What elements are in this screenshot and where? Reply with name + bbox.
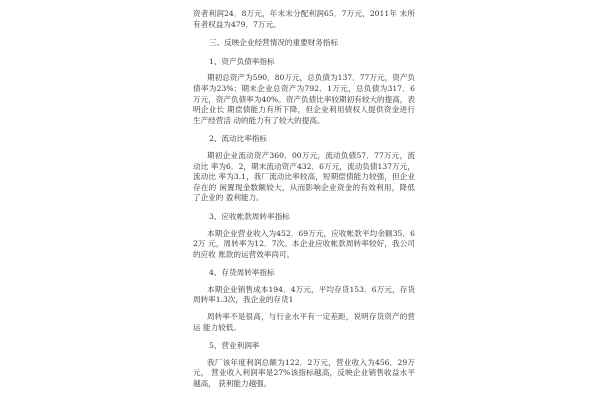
paragraph-current-ratio: 期初企业流动资产360．00万元，流动负债57．77万元，流动比 率为6．2，期末流动资产432．6万元，流动负债137万元，流动比 率为3.1，我厂流动比率较高，短期偿债能力较强，但企业存在的 闲置现金数额较大，从而影响企业资金的有效利用，降低了企业的 盈利能力。 xyxy=(193,150,415,203)
paragraph-inventory: 本期企业销售成本194．4万元，平均存货153．6万元，存货周转率1.3次，我企业的存货1 xyxy=(193,284,415,305)
paragraph-operating-margin: 我厂该年度利润总额为122．2万元，营业收入为456．29万元， 营业收入利润率是27%该指标越高，反映企业销售收益水平越高， 获利能力越强。 xyxy=(193,357,415,389)
paragraph-asset-liability: 期初总资产为590．80万元，总负债为137．77万元，资产负债率为23%；期末企业总资产为792．1万元，总负债为317．6万元，资产负债率为40%。资产负债比率较期初有较大的提高，表明企业长 期偿债能力有所下降，但企业利用债权人提供资金进行生产经营活 动的能力有了较大的提高。 xyxy=(193,73,415,125)
heading-inventory-turnover: 4、存货周转率指标 xyxy=(209,268,275,278)
paragraph-receivables: 本期企业营业收入为452．69万元，应收帐款平均余额35．62万 元，周转率为12．7次。本企业应收帐款周转率较好，我公司的应收 账款的运营效率尚可。 xyxy=(193,228,415,259)
heading-receivables-turnover: 3、应收帐款周转率指标 xyxy=(209,211,290,221)
heading-operating-margin: 5、营业利润率 xyxy=(209,341,260,351)
document-body xyxy=(193,9,415,390)
paragraph-equity: 资者利润24．8万元，年末未分配利润65．7万元，2011年 末所有者权益为479．7万元。 xyxy=(193,9,415,29)
heading-asset-liability-ratio: 1、资产负债率指标 xyxy=(209,56,275,66)
paragraph-inventory-cont: 周转率不是很高，与行业水平有一定差距，说明存货资产的营运 能力较低。 xyxy=(193,312,415,332)
section-title: 三、反映企业经营情况的重要财务指标 xyxy=(209,38,339,48)
heading-current-ratio: 2、流动比率指标 xyxy=(209,134,267,144)
